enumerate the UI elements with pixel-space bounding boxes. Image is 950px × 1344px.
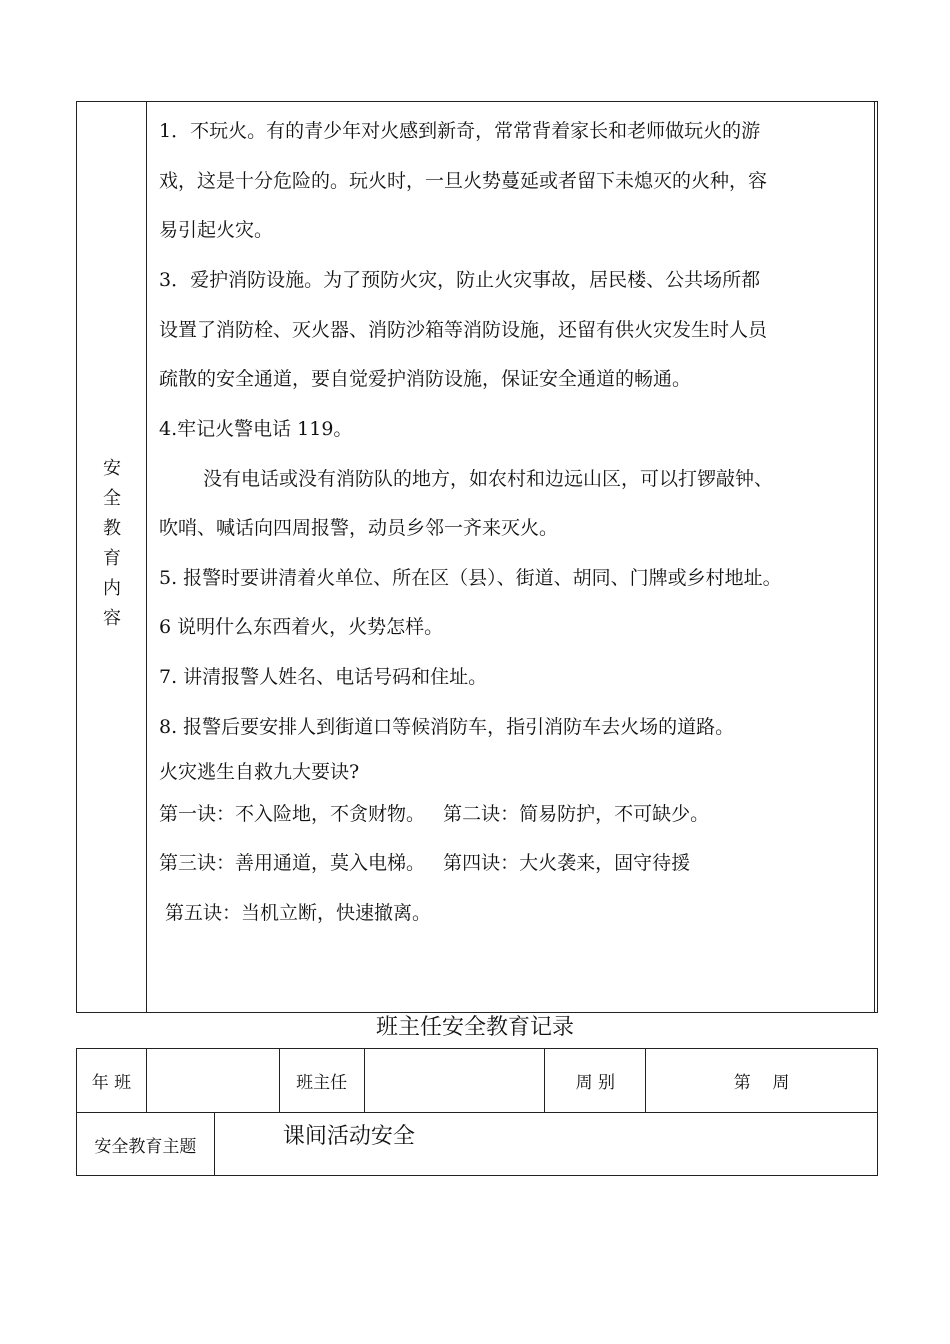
side-label [77, 454, 147, 634]
content-line: 6 说明什么东西着火，火势怎样。 [159, 616, 444, 638]
content-line: 没有电话或没有消防队的地方，如农村和边远山区，可以打锣敲钟、 [203, 468, 774, 490]
side-label-char: 教 [103, 518, 121, 539]
content-line: 5. 报警时要讲清着火单位、所在区（县）、街道、胡同、门牌或乡村地址。 [159, 567, 782, 589]
content-line: 第三诀：善用通道，莫入电梯。 第四诀：大火袭来，固守待援 [159, 852, 691, 874]
teacher-value[interactable] [364, 1049, 545, 1113]
content-line: 设置了消防栓、灭火器、消防沙箱等消防设施，还留有供火灾发生时人员 [159, 319, 768, 341]
content-line: 疏散的安全通道，要自觉爱护消防设施，保证安全通道的畅通。 [159, 368, 692, 390]
week-value[interactable]: 第 周 [646, 1049, 878, 1113]
content-line: 3．爱护消防设施。为了预防火灾，防止火灾事故，居民楼、公共场所都 [159, 269, 761, 291]
side-label-char: 育 [103, 548, 121, 569]
table-double-border [874, 102, 875, 1012]
side-label-char: 容 [103, 608, 121, 629]
content-line: 戏，这是十分危险的。玩火时，一旦火势蔓延或者留下未熄灭的火种，容 [159, 170, 768, 192]
record-table [76, 1048, 878, 1176]
content-line: 火灾逃生自救九大要诀? [159, 761, 360, 783]
content-table [76, 101, 878, 1013]
grade-class-label: 年 班 [77, 1049, 147, 1113]
content-line: 第一诀：不入险地，不贪财物。 第二诀：简易防护，不可缺少。 [159, 803, 710, 825]
grade-class-value[interactable] [146, 1049, 279, 1113]
table-row [77, 1049, 878, 1113]
teacher-label: 班主任 [279, 1049, 364, 1113]
table-row [77, 1113, 878, 1176]
content-line: 第五诀：当机立断，快速撤离。 [159, 902, 432, 924]
content-line: 吹哨、喊话向四周报警，动员乡邻一齐来灭火。 [159, 517, 559, 539]
content-line: 1．不玩火。有的青少年对火感到新奇，常常背着家长和老师做玩火的游 [159, 120, 761, 142]
topic-value-text: 课间活动安全 [282, 1124, 415, 1149]
content-line: 易引起火灾。 [159, 219, 274, 241]
record-title: 班主任安全教育记录 [375, 1015, 574, 1040]
topic-label: 安全教育主题 [77, 1113, 215, 1176]
content-line: 8. 报警后要安排人到街道口等候消防车，指引消防车去火场的道路。 [159, 716, 735, 738]
side-label-char: 全 [103, 488, 121, 509]
week-label: 周 别 [545, 1049, 646, 1113]
content-line: 4.牢记火警电话 119。 [159, 418, 353, 440]
topic-value[interactable] [214, 1113, 877, 1176]
side-label-char: 内 [103, 578, 121, 599]
content-line: 7. 讲清报警人姓名、电话号码和住址。 [159, 666, 488, 688]
side-label-column [77, 102, 147, 1012]
side-label-char: 安 [103, 458, 121, 479]
